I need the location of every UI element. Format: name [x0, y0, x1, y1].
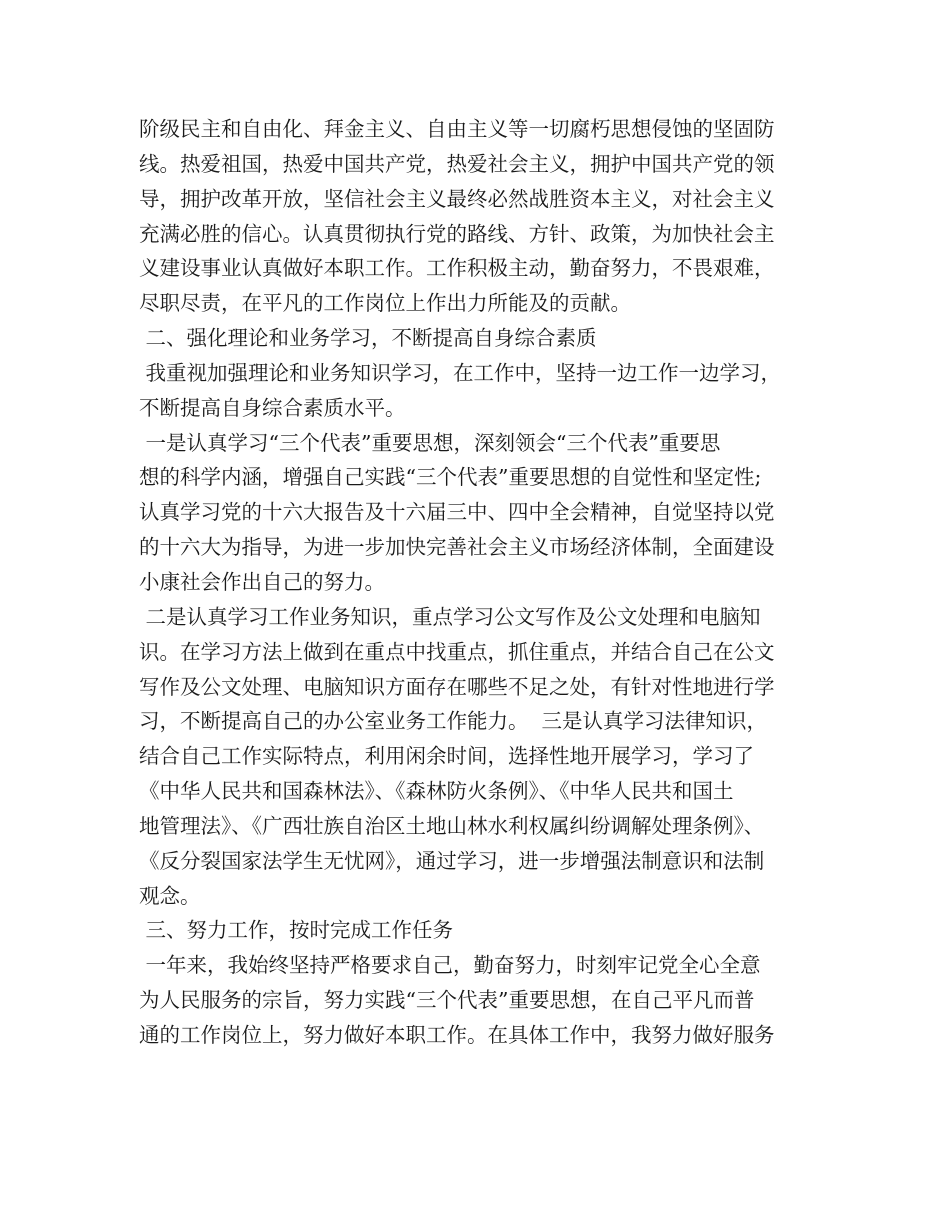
text-line: 一年来，我始终坚持严格要求自己，勤奋努力，时刻牢记党全心全意 — [139, 953, 761, 978]
text-line: 不断提高自身综合素质水平。 — [139, 395, 406, 420]
text-line: 认真学习党的十六大报告及十六届三中、四中全会精神，自觉坚持以党 — [139, 500, 775, 525]
text-line: 观念。 — [139, 883, 201, 908]
text-line: 结合自己工作实际特点，利用闲余时间，选择性地开展学习，学习了 — [139, 744, 754, 769]
document-body — [139, 112, 829, 1053]
section-heading: 二、强化理论和业务学习，不断提高自身综合素质 — [139, 326, 597, 351]
text-line: 为人民服务的宗旨，努力实践“三个代表”重要思想，在自己平凡而普 — [139, 988, 755, 1013]
text-line: 通的工作岗位上，努力做好本职工作。在具体工作中，我努力做好服务 — [139, 1022, 775, 1047]
text-line: 的十六大为指导，为进一步加快完善社会主义市场经济体制，全面建设 — [139, 535, 775, 560]
text-line: 尽职尽责，在平凡的工作岗位上作出力所能及的贡献。 — [139, 291, 631, 316]
text-line: 我重视加强理论和业务知识学习，在工作中，坚持一边工作一边学习， — [139, 360, 782, 385]
text-line: 二是认真学习工作业务知识，重点学习公文写作及公文处理和电脑知 — [139, 604, 761, 629]
text-line: 《反分裂国家法学生无忧网》，通过学习，进一步增强法制意识和法制 — [139, 848, 765, 873]
text-line: 地管理法》、《广西壮族自治区土地山林水利权属纠纷调解处理条例》、 — [139, 813, 765, 838]
text-line: 导，拥护改革开放，坚信社会主义最终必然战胜资本主义，对社会主义 — [139, 186, 775, 211]
text-line: 充满必胜的信心。认真贯彻执行党的路线、方针、政策，为加快社会主 — [139, 221, 775, 246]
text-line: 线。热爱祖国，热爱中国共产党，热爱社会主义，拥护中国共产党的领 — [139, 151, 775, 176]
text-line: 阶级民主和自由化、拜金主义、自由主义等一切腐朽思想侵蚀的坚固防 — [139, 117, 775, 141]
text-line: 识。在学习方法上做到在重点中找重点，抓住重点，并结合自己在公文 — [139, 639, 775, 664]
section-heading: 三、努力工作，按时完成工作任务 — [139, 918, 454, 943]
text-line: 义建设事业认真做好本职工作。工作积极主动，勤奋努力，不畏艰难， — [139, 256, 775, 281]
text-line: 想的科学内涵，增强自己实践“三个代表”重要思想的自觉性和坚定性; — [139, 465, 762, 490]
text-line: 小康社会作出自己的努力。 — [139, 569, 385, 594]
text-line: 一是认真学习“三个代表”重要思想，深刻领会“三个代表”重要思 — [139, 430, 721, 455]
text-line: 习，不断提高自己的办公室业务工作能力。 三是认真学习法律知识， — [139, 709, 768, 734]
text-line: 写作及公文处理、电脑知识方面存在哪些不足之处，有针对性地进行学 — [139, 674, 775, 699]
text-line: 《中华人民共和国森林法》、《森林防火条例》、《中华人民共和国土 — [139, 779, 734, 804]
